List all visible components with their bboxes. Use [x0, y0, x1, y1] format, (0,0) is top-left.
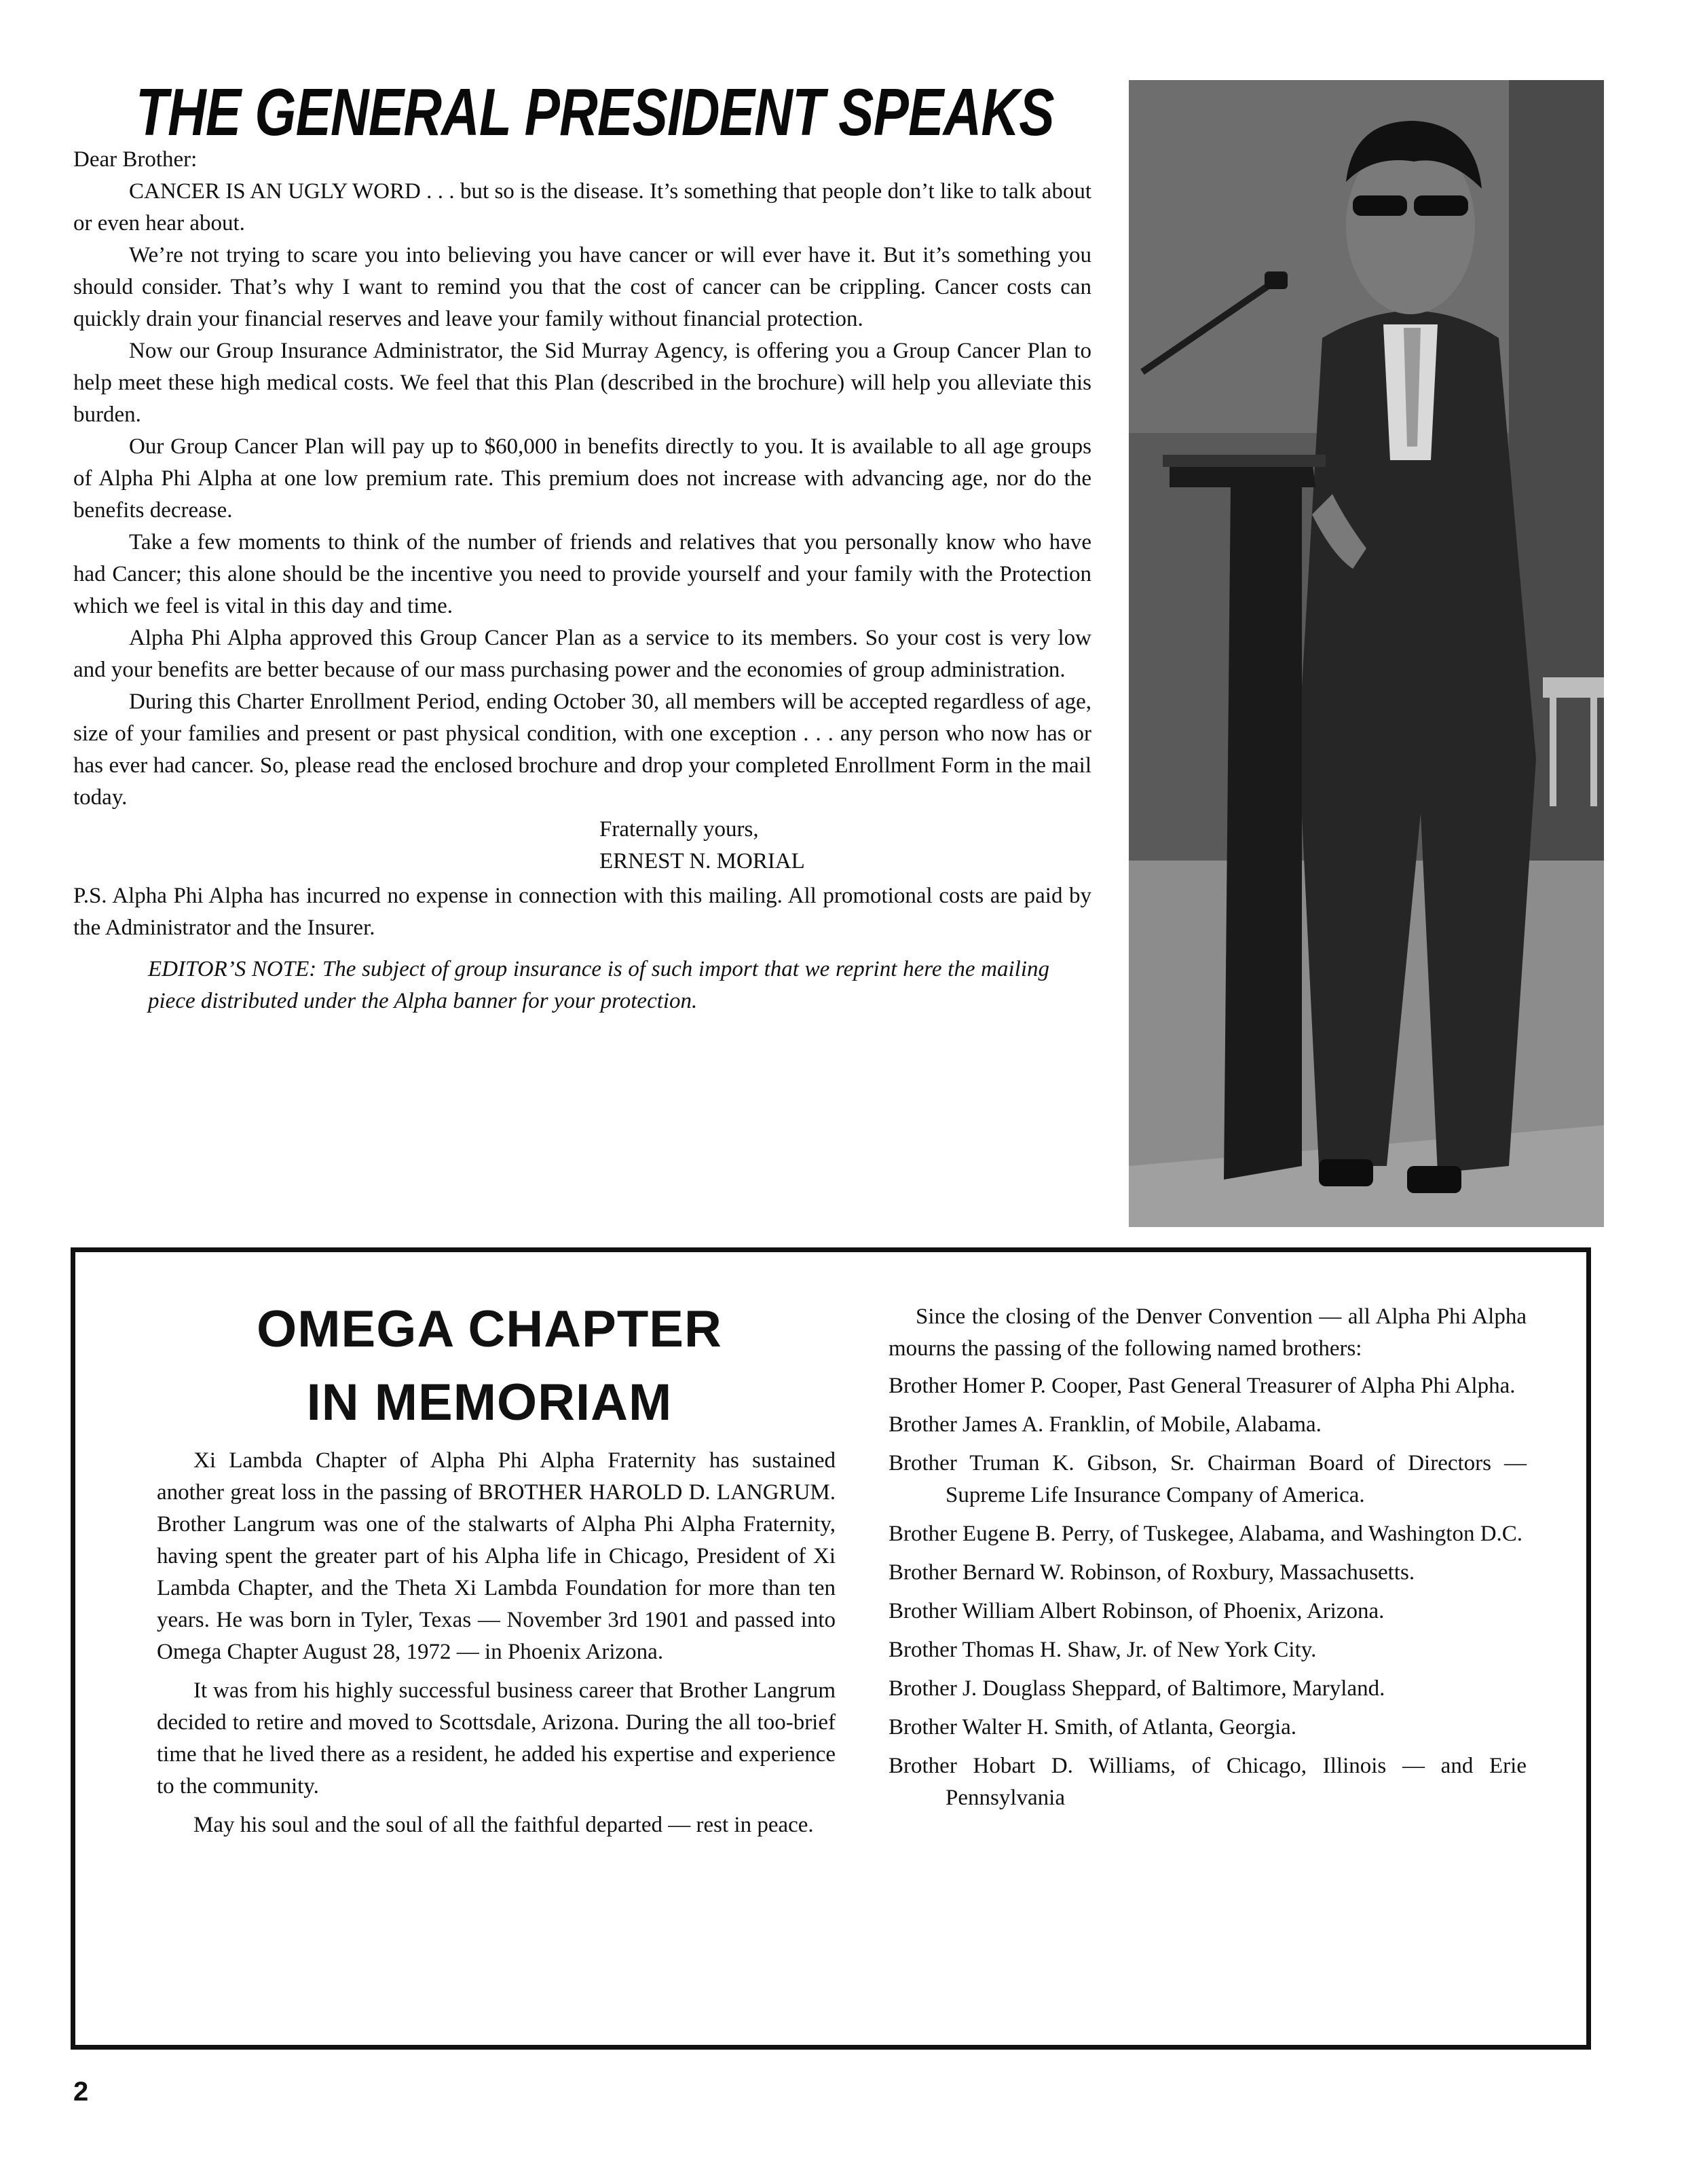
omega-title-line1: OMEGA CHAPTER [257, 1300, 722, 1358]
page-headline: THE GENERAL PRESIDENT SPEAKS [136, 75, 1054, 149]
list-item: Brother Eugene B. Perry, of Tuskegee, Alabama, and Washington D.C. [889, 1522, 1523, 1546]
list-item: Brother J. Douglass Sheppard, of Baltimore, Maryland. [889, 1676, 1385, 1701]
list-item: Brother William Albert Robinson, of Phoenix, Arizona. [889, 1599, 1385, 1623]
letter-paragraph: Our Group Cancer Plan will pay up to $60,000 in benefits directly to you. It is available to all age groups of Alpha Phi Alpha at one low premium rate. This premium does not increase with advancing age, nor do the benefits decrease. [73, 434, 1091, 523]
editors-note: EDITOR’S NOTE: The subject of group insurance is of such import that we reprint here the mailing piece distributed under the Alpha banner for your protection. [148, 957, 1049, 1013]
letter-paragraph: Take a few moments to think of the number of friends and relatives that you personally know who have had Cancer; this alone should be the incentive you need to provide yourself and your family with the Protection which we feel is vital in this day and time. [73, 530, 1091, 618]
list-item: Brother Bernard W. Robinson, of Roxbury, Massachusetts. [889, 1560, 1415, 1585]
omega-title-line2: IN MEMORIAM [306, 1374, 673, 1431]
langrum-tribute [157, 1445, 836, 1848]
letter-closing: Fraternally yours, [599, 817, 759, 842]
page-number: 2 [73, 2077, 89, 2107]
letter-postscript: P.S. Alpha Phi Alpha has incurred no expense in connection with this mailing. All promotional costs are paid by the Administrator and the Insurer. [73, 884, 1091, 940]
tribute-paragraph: Xi Lambda Chapter of Alpha Phi Alpha Fraternity has sustained another great loss in the passing of BROTHER HAROLD D. LANGRUM. Brother Langrum was one of the stalwarts of Alpha Phi Alpha Fraternity, having spent the greater part of his Alpha life in Chicago, President of Xi Lambda Chapter, and the Theta Xi Lambda Foundation for more than ten years. He was born in Tyler, Texas — November 3rd 1901 and passed into Omega Chapter August 28, 1972 — in Phoenix Arizona. [157, 1448, 836, 1664]
list-item: Brother Truman K. Gibson, Sr. Chairman Board of Directors — Supreme Life Insurance Company of America. [889, 1451, 1527, 1507]
letter-paragraph: We’re not trying to scare you into believing you have cancer or will ever have it. But it’s something you should consider. That’s why I want to remind you that the cost of cancer can be crippling. Cancer costs can quickly drain your financial reserves and leave your family without financial protection. [73, 243, 1091, 331]
letter-paragraph: Alpha Phi Alpha approved this Group Cancer Plan as a service to its members. So your cost is very low and your benefits are better because of our mass purchasing power and the economies of group administration. [73, 626, 1091, 682]
letter-paragraph: During this Charter Enrollment Period, ending October 30, all members will be accepted regardless of age, size of your families and present or past physical condition, with one exception . . . any person who now has or has ever had cancer. So, please read the enclosed brochure and drop your completed Enrollment Form in the mail today. [73, 690, 1091, 810]
list-item: Brother James A. Franklin, of Mobile, Alabama. [889, 1412, 1322, 1437]
omega-chapter-title [150, 1293, 829, 1439]
president-letter [73, 144, 1091, 1017]
letter-signature: ERNEST N. MORIAL [599, 849, 805, 873]
letter-salutation: Dear Brother: [73, 147, 198, 172]
list-item: Brother Thomas H. Shaw, Jr. of New York City. [889, 1638, 1317, 1662]
tribute-paragraph: May his soul and the soul of all the faithful departed — rest in peace. [193, 1813, 814, 1837]
tribute-paragraph: It was from his highly successful business career that Brother Langrum decided to retire and moved to Scottsdale, Arizona. During the all too-brief time that he lived there as a resident, he added his expertise and experience to the community. [157, 1678, 836, 1799]
list-item: Brother Homer P. Cooper, Past General Treasurer of Alpha Phi Alpha. [889, 1374, 1516, 1398]
brothers-list [889, 1370, 1527, 1814]
letter-paragraph: CANCER IS AN UGLY WORD . . . but so is the disease. It’s something that people don’t like to talk about or even hear about. [73, 179, 1091, 236]
president-photo [1129, 80, 1604, 1227]
departed-intro: Since the closing of the Denver Convention — all Alpha Phi Alpha mourns the passing of the following named brothers: [889, 1304, 1527, 1361]
departed-brothers [889, 1301, 1527, 1821]
list-item: Brother Walter H. Smith, of Atlanta, Georgia. [889, 1715, 1297, 1739]
list-item: Brother Hobart D. Williams, of Chicago, Illinois — and Erie Pennsylvania [889, 1754, 1527, 1810]
speaker-at-podium-illustration [1129, 80, 1604, 1227]
letter-paragraph: Now our Group Insurance Administrator, the Sid Murray Agency, is offering you a Group Cancer Plan to help meet these high medical costs. We feel that this Plan (described in the brochure) will help you alleviate this burden. [73, 339, 1091, 427]
omega-chapter-box [71, 1247, 1591, 2050]
